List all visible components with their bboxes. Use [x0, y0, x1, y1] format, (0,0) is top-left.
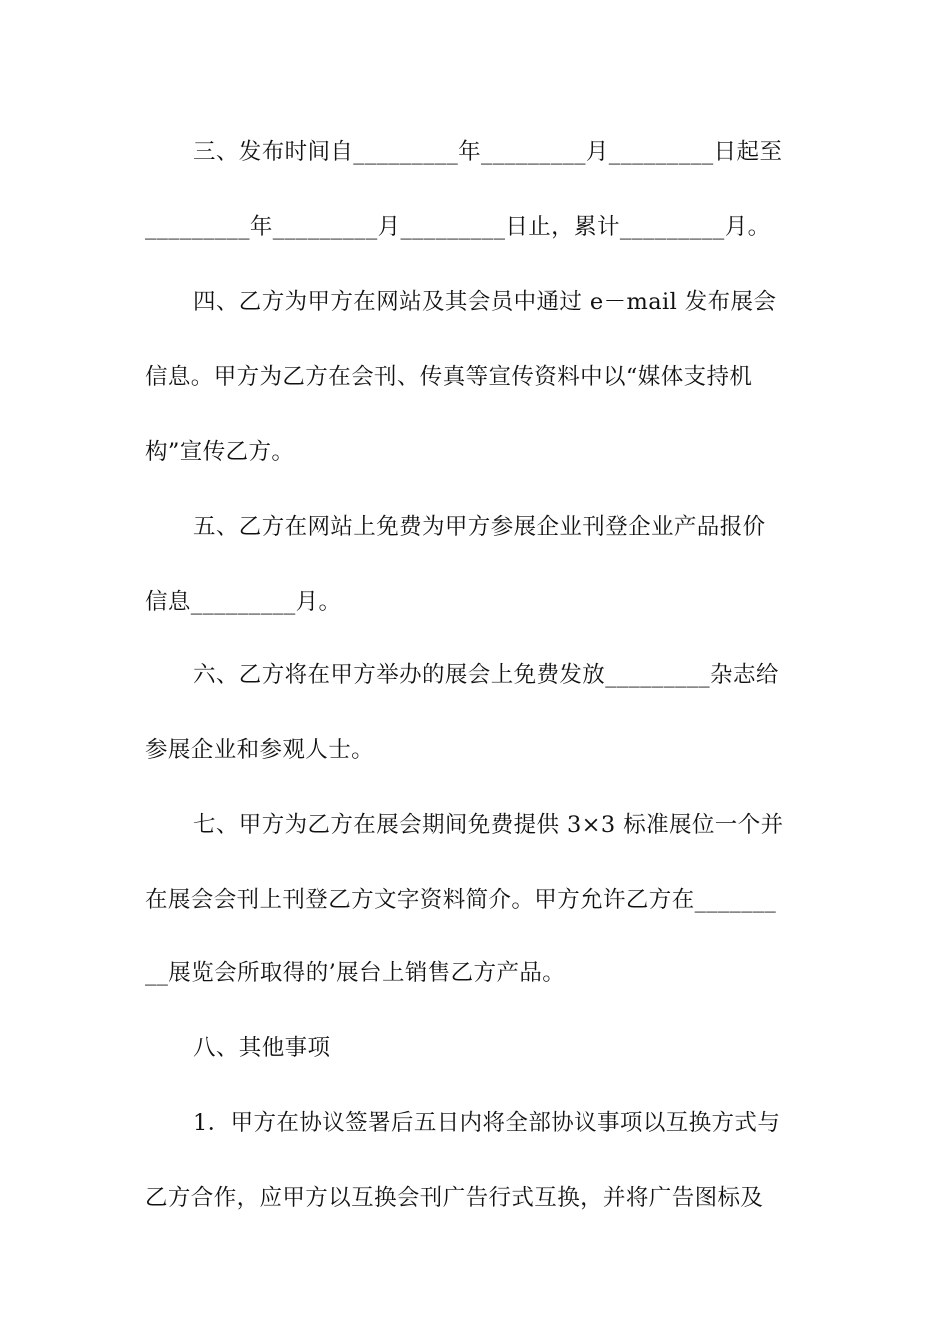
doc-line-7: 信息_________月。	[145, 589, 342, 615]
doc-line-6: 五、乙方在网站上免费为甲方参展企业刊登企业产品报价	[193, 514, 766, 540]
doc-line-3: 四、乙方为甲方在网站及其会员中通过 e－mail 发布展会	[193, 289, 777, 315]
doc-line-9: 参展企业和参观人士。	[145, 737, 375, 763]
doc-line-8: 六、乙方将在甲方举办的展会上免费发放_________杂志给	[193, 662, 779, 688]
doc-line-1: 三、发布时间自_________年_________月_________日起至	[193, 139, 783, 165]
doc-line-4: 信息。甲方为乙方在会刊、传真等宣传资料中以“媒体支持机	[145, 364, 753, 390]
doc-line-5: 构”宣传乙方。	[145, 439, 295, 465]
doc-line-10: 七、甲方为乙方在展会期间免费提供 3×3 标准展位一个并	[193, 812, 784, 838]
doc-line-14: 1．甲方在协议签署后五日内将全部协议事项以互换方式与	[193, 1110, 781, 1136]
doc-line-11: 在展会会刊上刊登乙方文字资料简介。甲方允许乙方在_______	[145, 887, 777, 913]
doc-line-2: _________年_________月_________日止，累计_________月。	[145, 214, 771, 240]
doc-line-12: __展览会所取得的’展台上销售乙方产品。	[145, 960, 566, 986]
doc-line-13: 八、其他事项	[193, 1035, 331, 1061]
doc-line-15: 乙方合作，应甲方以互换会刊广告行式互换，并将广告图标及	[145, 1185, 764, 1211]
